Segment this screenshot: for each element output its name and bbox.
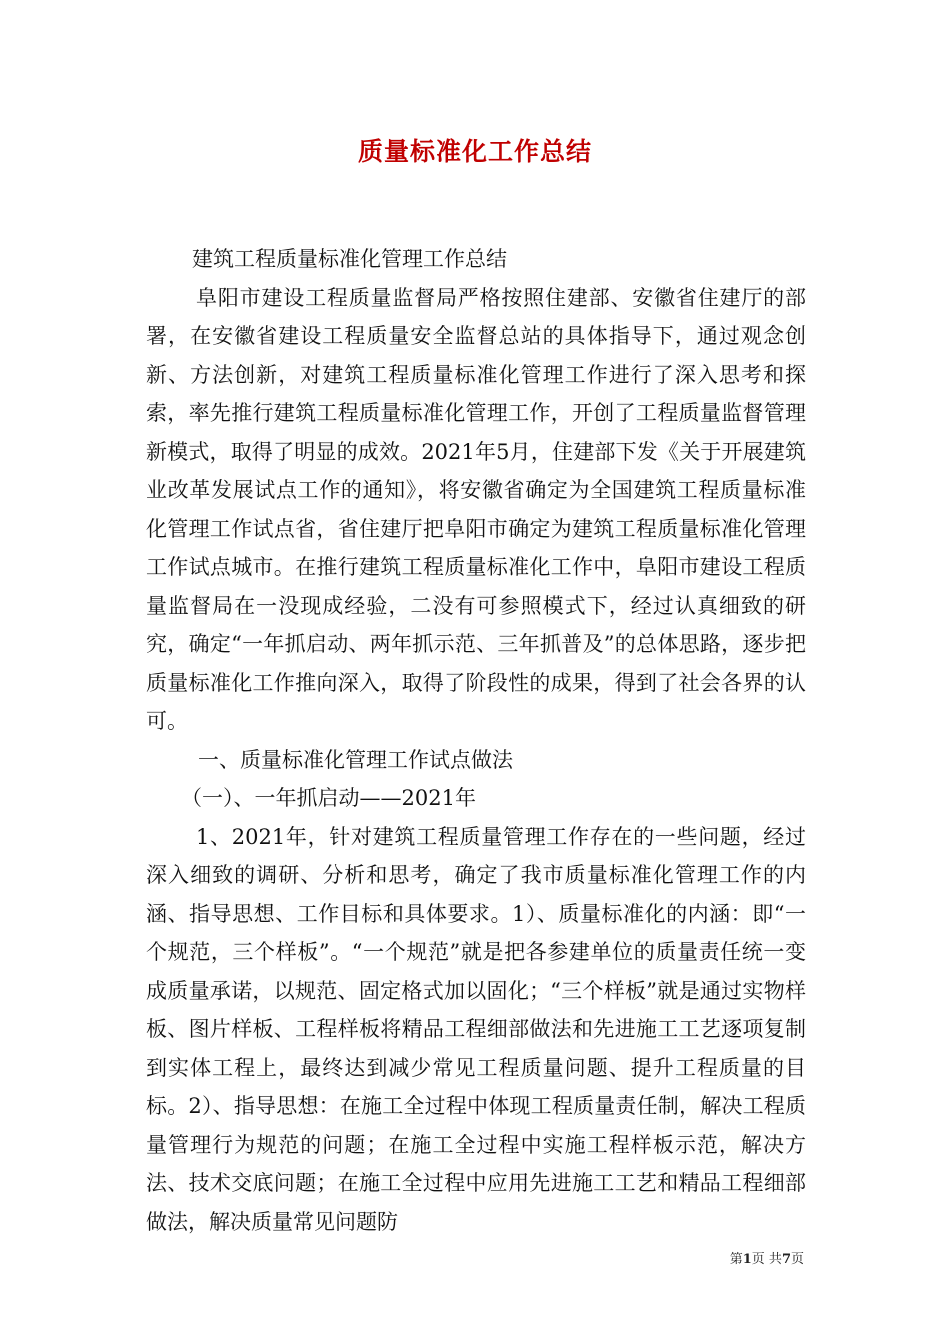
paragraph-intro: 阜阳市建设工程质量监督局严格按照住建部、安徽省住建厅的部署，在安徽省建设工程质量安全监督总站的具体指导下，通过观念创新、方法创新，对建筑工程质量标准化管理工作进行了深入思考和探索，率先推行建筑工程质量标准化管理工作，开创了工程质量监督管理新模式，取得了明显的成效。2021年5月，住建部下发《关于开展建筑业改革发展试点工作的通知》，将安徽省确定为全国建筑工程质量标准化管理工作试点省，省住建厅把阜阳市确定为建筑工程质量标准化管理工作试点城市。在推行建筑工程质量标准化工作中，阜阳市建设工程质量监督局在一没现成经验，二没有可参照模式下，经过认真细致的研究，确定“一年抓启动、两年抓示范、三年抓普及”的总体思路，逐步把质量标准化工作推向深入，取得了阶段性的成果，得到了社会各界的认可。 [146, 285, 806, 733]
section-heading: 一、质量标准化管理工作试点做法 [198, 747, 513, 772]
footer-suffix: 页 [790, 1252, 804, 1267]
subsection-heading: （一）、一年抓启动——2021年 [181, 786, 476, 810]
paragraph-detail: 1、2021年，针对建筑工程质量管理工作存在的一些问题，经过深入细致的调研、分析和思考，确定了我市质量标准化管理工作的内涵、指导思想、工作目标和具体要求。1）、质量标准化的内涵：即“一个规范，三个样板”。“一个规范”就是把各参建单位的质量责任统一变成质量承诺，以规范、固定格式加以固化；“三个样板”就是通过实物样板、图片样板、工程样板将精品工程细部做法和先进施工工艺逐项复制到实体工程上，最终达到减少常见工程质量问题、提升工程质量的目标。2）、指导思想：在施工全过程中体现工程质量责任制，解决工程质量管理行为规范的问题；在施工全过程中实施工程样板示范，解决方法、技术交底问题；在施工全过程中应用先进施工工艺和精品工程细部做法，解决质量常见问题防 [146, 824, 806, 1234]
document-subtitle: 建筑工程质量标准化管理工作总结 [192, 247, 507, 271]
footer-middle: 页 共 [751, 1252, 782, 1267]
document-title: 质量标准化工作总结 [357, 137, 592, 166]
footer-total-pages: 7 [781, 1252, 791, 1267]
page-footer [730, 1248, 804, 1267]
footer-prefix: 第 [729, 1252, 743, 1267]
footer-page-number: 1 [742, 1252, 752, 1267]
document-body [146, 240, 806, 1241]
